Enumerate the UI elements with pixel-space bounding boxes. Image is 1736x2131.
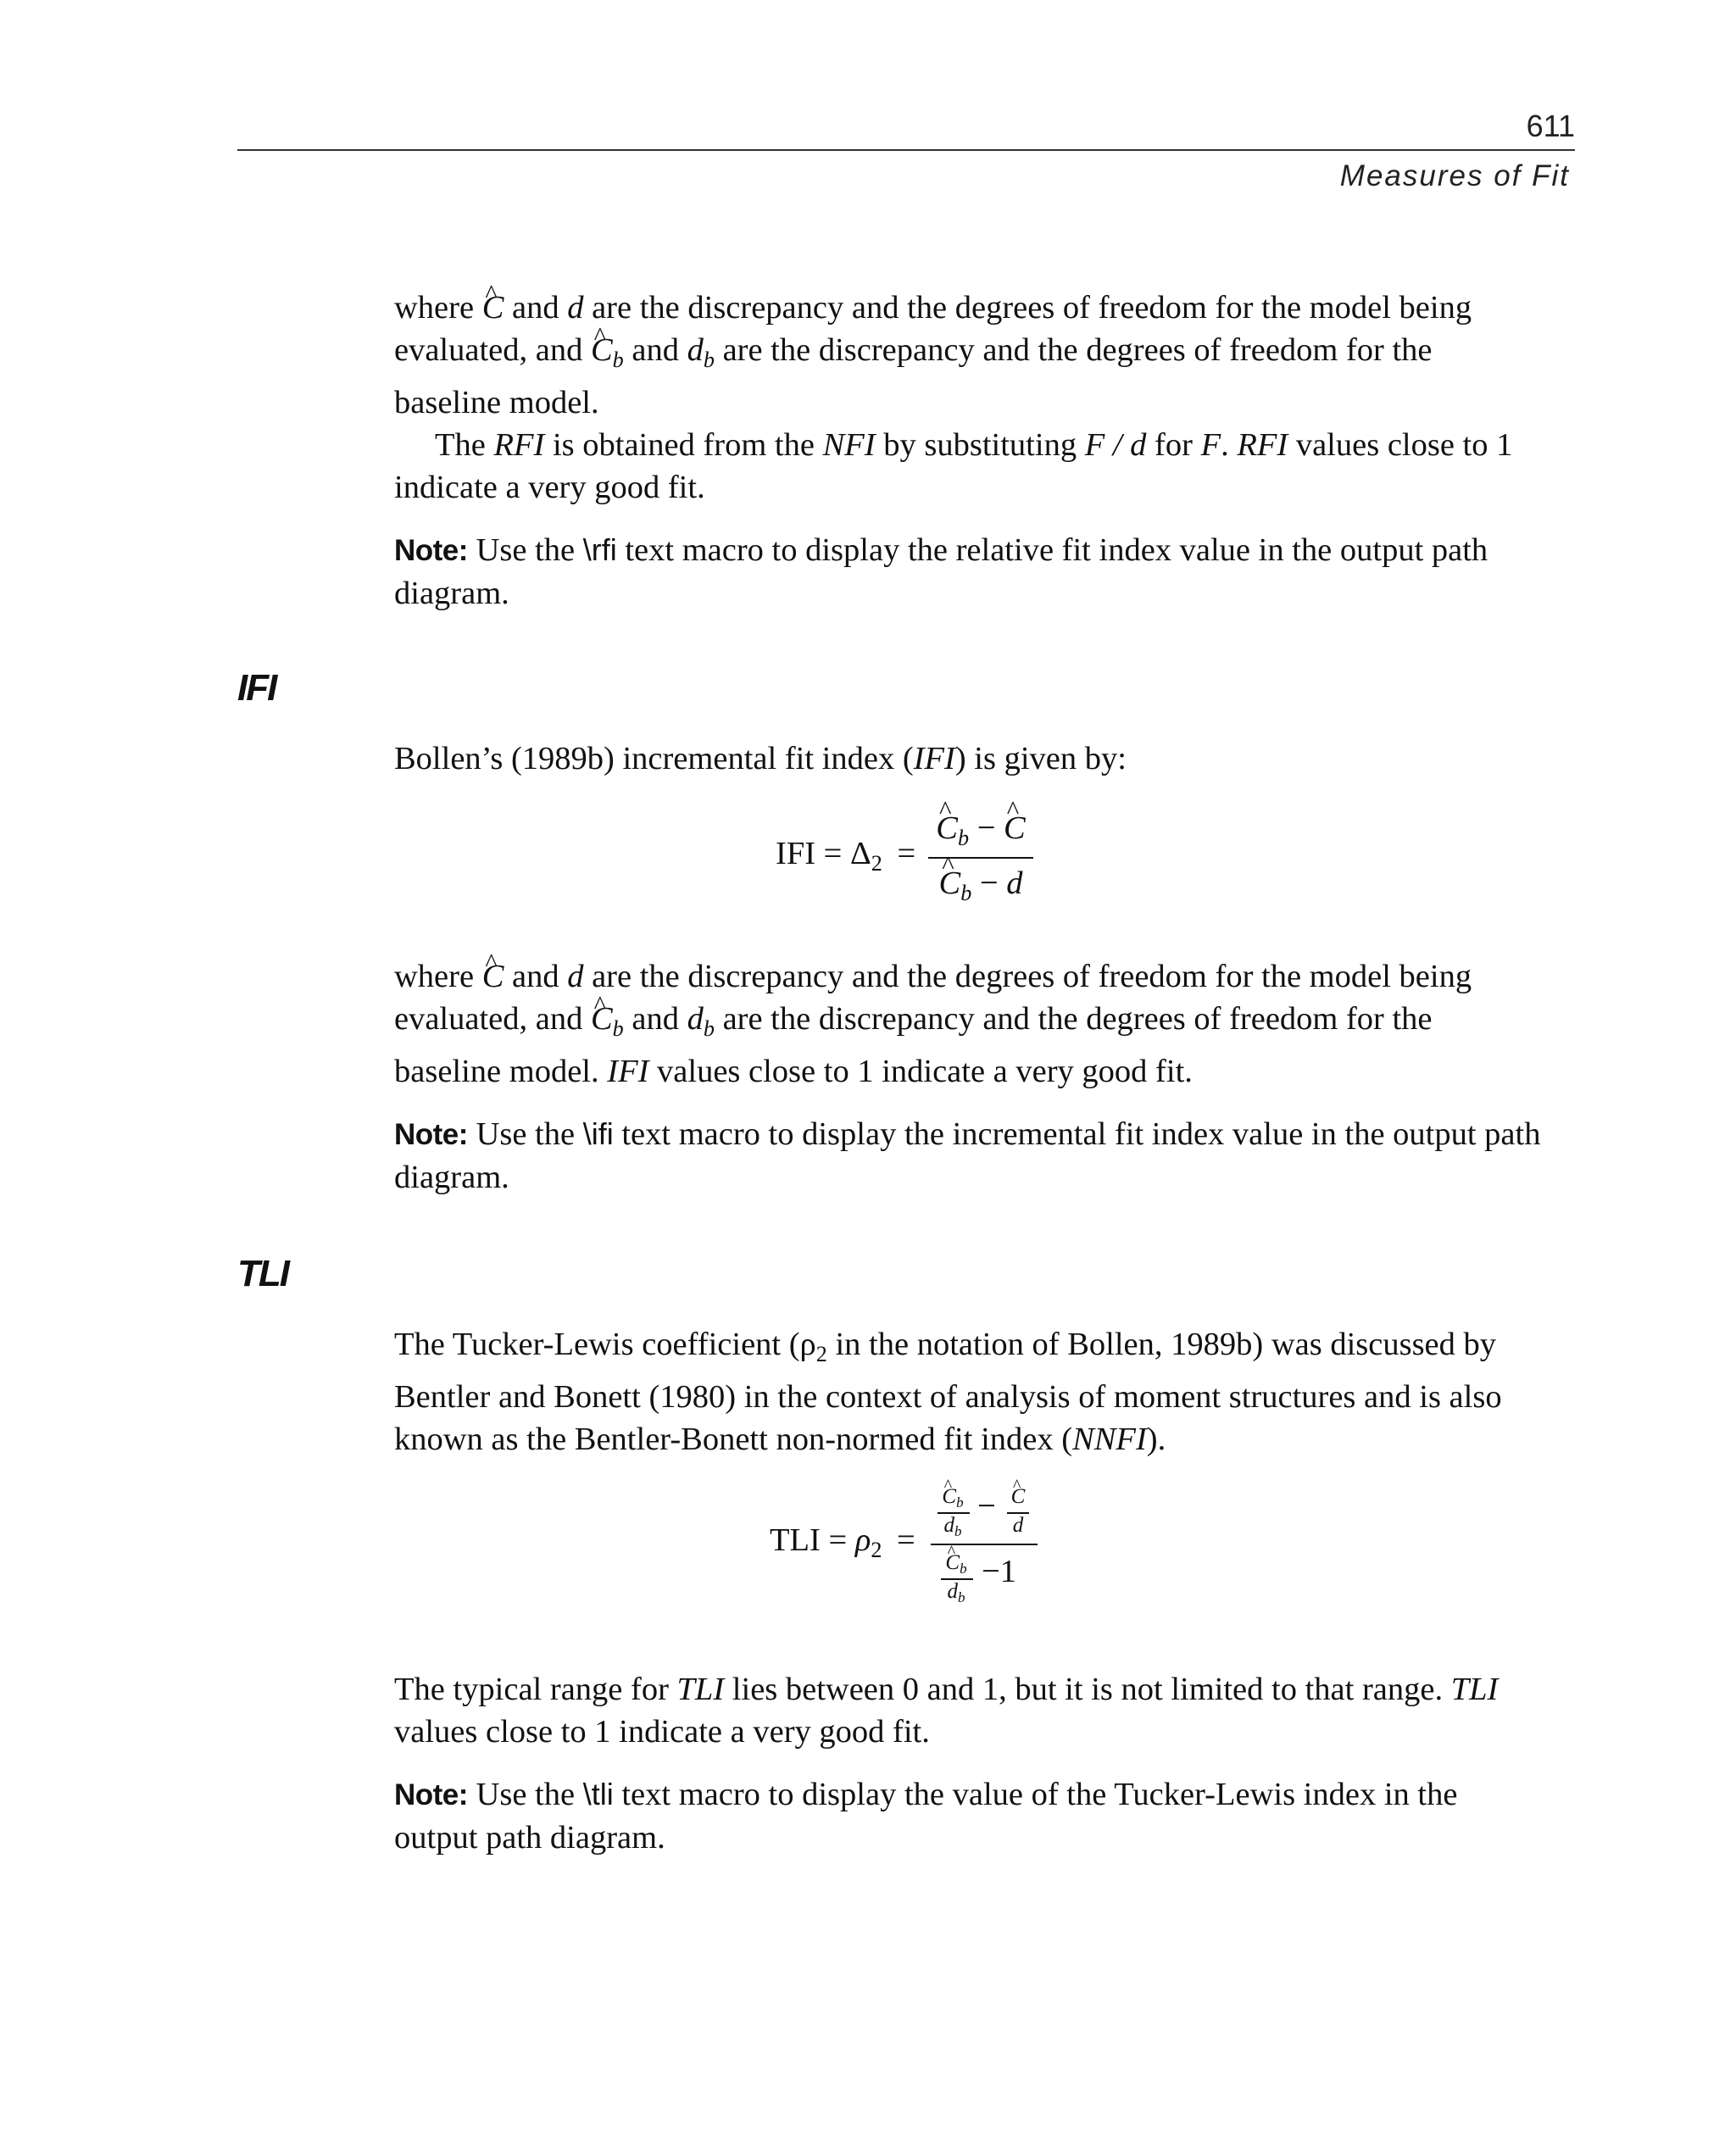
tli-num-c: ^ C [1005, 1485, 1031, 1509]
tli-den-cb: ^ $C_b$ [939, 1551, 973, 1577]
cb-hat-symbol: ^ C [591, 329, 613, 371]
ifi-where-paragraph: where ^ C and d are the discrepancy and the degrees of freedom for the model being evaluated, and ^ $C_b$ and $d_b$ are the discrepancy and the degrees of freedom for the baseline model. IFI values close to 1 indicate a very good fit. [394, 955, 1581, 1093]
tli-num-d: d [1012, 1514, 1024, 1537]
running-header: Measures of Fit [1339, 159, 1570, 192]
ifi-explanation-block [394, 955, 1581, 1199]
c-hat-symbol: ^ C [482, 287, 504, 329]
tli-den-db: $d_b$ [947, 1580, 965, 1606]
tli-equation-lhs: TLI = $\rho_2$ = [770, 1522, 915, 1562]
tli-range-paragraph: The typical range for TLI lies between 0 and 1, but it is not limited to that range. TLI values close to 1 indicate a very good fit. [394, 1672, 1499, 1750]
tli-intro: The Tucker-Lewis coefficient ($\rho_2$ in the notation of Bollen, 1989b) was discussed by Bentler and Bonett (1980) in the context of analysis of moment structures and is also known as the Bentler-Bonett non-normed fit index (NNFI). [394, 1327, 1502, 1457]
ifi-heading: IFI [237, 667, 276, 709]
tli-num-db: $d_b$ [943, 1514, 962, 1540]
tli-num-minus: − [977, 1488, 996, 1524]
ifi-equation-lhs: IFI = $\Delta_2$ = [776, 836, 916, 876]
page-number: 611 [1526, 108, 1575, 143]
rfi-continued-block [394, 287, 1581, 615]
ifi-denominator: ^ $C_b - d$ [931, 865, 1031, 906]
tli-explanation-block [394, 1668, 1581, 1859]
rfi-explanation-paragraph: The RFI is obtained from the NFI by substituting F / d for F. RFI values close to 1 indicate a very good fit. [394, 426, 1513, 505]
tli-note: Note: Use the \tli text macro to display the value of the Tucker-Lewis index in the output path diagram. [394, 1777, 1458, 1856]
tli-heading: TLI [237, 1253, 288, 1294]
rfi-note: Note: Use the \rfi text macro to display the relative fit index value in the output path diagram. [394, 531, 1488, 611]
rfi-where-paragraph: where ^ C and d are the discrepancy and the degrees of freedom for the model being evaluated, and ^ $C_b$ and $d_b$ are the discrepancy and the degrees of freedom for the baseline model. [394, 287, 1581, 424]
ifi-numerator: ^ $C_b$ − ^ C [931, 810, 1031, 851]
header-rule [237, 149, 1575, 151]
ifi-note: Note: Use the \ifi text macro to display the incremental fit index value in the output path diagram. [394, 1116, 1541, 1195]
tli-den-minus-one: −1 [982, 1554, 1016, 1589]
tli-num-cb: ^ $C_b$ [936, 1485, 970, 1511]
ifi-intro: Bollen’s (1989b) incremental fit index (IFI) is given by: [394, 741, 1127, 776]
